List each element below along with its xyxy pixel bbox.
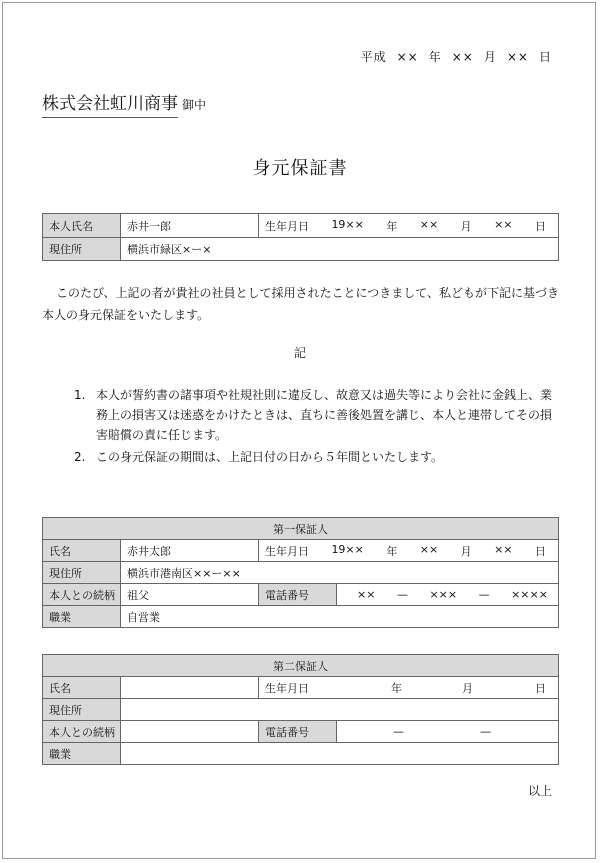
- person-birthdate: 生年月日 19×× 年 ×× 月 ×× 日: [259, 214, 559, 238]
- clause-item: 1. 本人が誓約書の諸事項や社規社則に違反し、故意又は過失等により会社に金銭上、業務上の損害又は迷惑をかけたときは、直ちに善後処置を講じ、本人と連帯してその損害賠償の責に任じます。: [74, 388, 553, 442]
- guarantor1-heading: 第一保証人: [43, 518, 559, 540]
- g1-job: 自営業: [121, 606, 559, 628]
- g1-address: 横浜市港南区××ー××: [121, 562, 559, 584]
- addressee: [42, 89, 206, 114]
- closing-mark: 以上: [527, 784, 552, 798]
- guarantor2-table: [42, 654, 559, 765]
- person-address-label: 現住所: [43, 238, 121, 261]
- document-title: 身元保証書: [252, 158, 348, 179]
- person-name: 赤井一郎: [121, 214, 259, 238]
- g1-phone-label: 電話番号: [259, 584, 337, 606]
- g1-name-label: 氏名: [43, 540, 121, 562]
- g2-name-label: 氏名: [43, 677, 121, 699]
- honorific-suffix: 御中: [182, 98, 207, 112]
- clause-list: [74, 385, 574, 467]
- person-name-label-text: 本人氏名: [49, 219, 93, 233]
- g1-relation-label: 本人との続柄: [43, 584, 121, 606]
- intro-paragraph: このたび、上記の者が貴社の社員として採用されたことにつきまして、私どもが下記に基づき本人の身元保証をいたします。: [42, 286, 560, 322]
- g1-phone: ×× — ××× — ××××: [337, 584, 559, 606]
- g2-relation: [121, 721, 259, 743]
- company-name: 株式会社虹川商事: [42, 94, 178, 118]
- g2-relation-label: 本人との続柄: [43, 721, 121, 743]
- person-table: [42, 213, 559, 261]
- guarantor2-heading: 第二保証人: [43, 655, 559, 677]
- g1-birthdate: 生年月日 19×× 年 ×× 月 ×× 日: [259, 540, 559, 562]
- person-name-label: [43, 214, 121, 238]
- g1-job-label: 職業: [43, 606, 121, 628]
- clause-item: 2. この身元保証の期間は、上記日付の日から５年間といたします。: [74, 450, 444, 464]
- g1-name: 赤井太郎: [121, 540, 259, 562]
- g1-address-label: 現住所: [43, 562, 121, 584]
- document-date: 平成 ×× 年 ×× 月 ×× 日: [360, 50, 552, 64]
- g2-job-label: 職業: [43, 743, 121, 765]
- ki-heading: 記: [293, 346, 306, 360]
- g2-address-label: 現住所: [43, 699, 121, 721]
- g1-relation: 祖父: [121, 584, 259, 606]
- g2-job: [121, 743, 559, 765]
- g2-phone: — —: [337, 721, 559, 743]
- guarantor1-table: [42, 517, 559, 628]
- g2-name: [121, 677, 259, 699]
- g2-birthdate: 生年月日 年 月 日: [259, 677, 559, 699]
- person-address: 横浜市緑区×ー×: [121, 238, 559, 261]
- g2-address: [121, 699, 559, 721]
- g2-phone-label: 電話番号: [259, 721, 337, 743]
